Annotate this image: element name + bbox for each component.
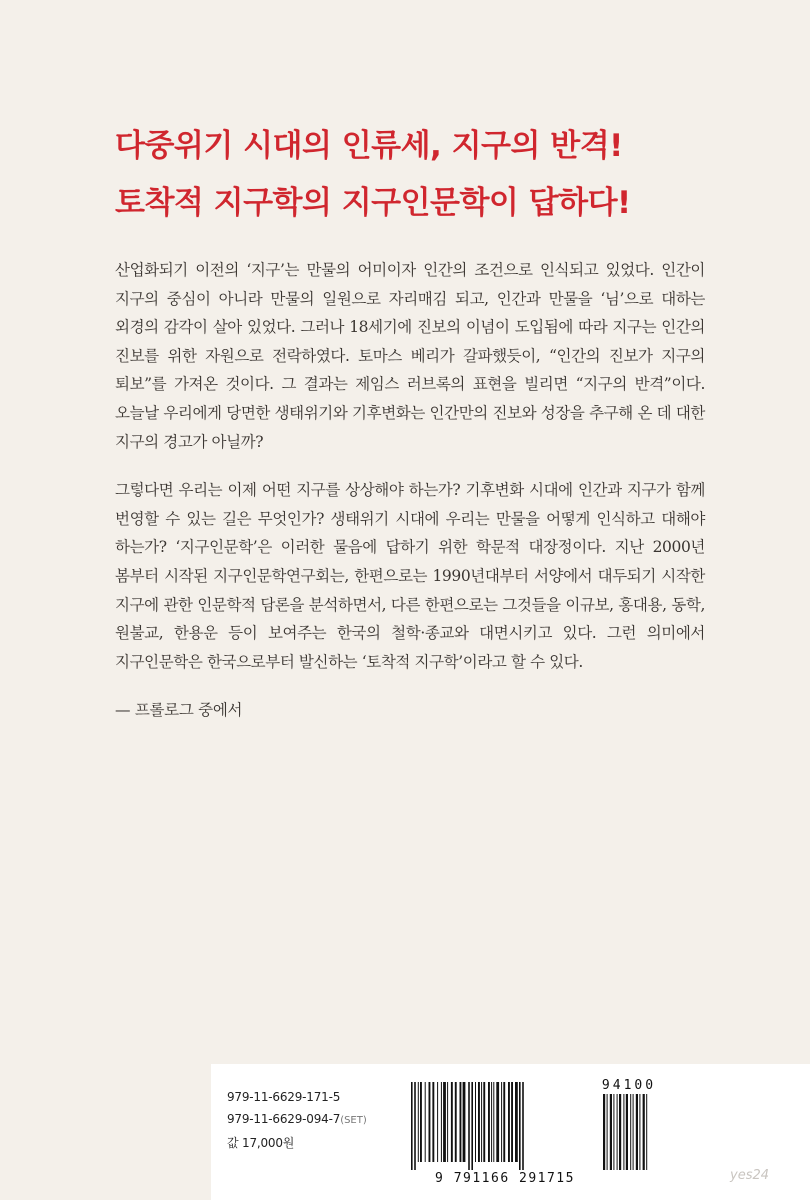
barcode-bar bbox=[443, 1082, 446, 1162]
barcode-bar bbox=[508, 1082, 510, 1162]
barcode-icon bbox=[407, 1078, 657, 1188]
barcode-box bbox=[211, 1064, 810, 1200]
paragraph-2: 그렇다면 우리는 이제 어떤 지구를 상상해야 하는가? 기후변화 시대에 인간과 지구가 함께 번영할 수 있는 길은 무엇인가? 생태위기 시대에 우리는 만물을 어떻게 인식하고 대해야 하는가? ‘지구인문학’은 이러한 물음에 답하기 위한 학문적 대장정이다. 지난 2000년 봄부터 시작된 지구인문학연구회는, 한편으로는 1990년대부터 서양에서 대두되기 시작한 지구에 관한 인문학적 담론을 분석하면서, 다른 한편으로는 그것들을 이규보, 홍대용, 동학, 원불교, 한용운 등이 보여주는 한국의 철학·종교와 대면시키고 있다. 그런 의미에서 지구인문학은 한국으로부터 발신하는 ‘토착적 지구학’이라고 할 수 있다. bbox=[115, 481, 705, 671]
isbn-set-label: (SET) bbox=[340, 1115, 367, 1126]
barcode-bar bbox=[481, 1082, 482, 1162]
barcode-bar bbox=[603, 1094, 605, 1170]
headline bbox=[115, 118, 735, 232]
barcode-bar bbox=[418, 1082, 419, 1162]
barcode-bar bbox=[511, 1082, 513, 1162]
barcode-bar bbox=[425, 1082, 426, 1162]
isbn-set-number: 979-11-6629-094-7 bbox=[227, 1112, 341, 1126]
barcode-bar bbox=[460, 1082, 462, 1162]
body-text bbox=[115, 256, 705, 724]
barcode-bar bbox=[619, 1094, 621, 1170]
barcode-bar bbox=[463, 1082, 466, 1162]
barcode-bar bbox=[493, 1082, 494, 1162]
barcode-bar bbox=[411, 1082, 413, 1170]
price: 값 17,000원 bbox=[227, 1136, 295, 1150]
barcode-addon-bars bbox=[603, 1094, 647, 1170]
paragraph-1: 산업화되기 이전의 ‘지구’는 만물의 어미이자 인간의 조건으로 인식되고 있었다. 인간이 지구의 중심이 아니라 만물의 일원으로 자리매김 되고, 인간과 만물을 ‘님’으로 대하는 외경의 감각이 살아 있었다. 그러나 18세기에 진보의 이념이 도입됨에 따라 지구는 인간의 진보를 위한 자원으로 전락하였다. 토마스 베리가 갈파했듯이, “인간의 진보가 지구의 퇴보”를 가져온 것이다. 그 결과는 제임스 러브록의 표현을 빌리면 “지구의 반격”이다. 오늘날 우리에게 당면한 생태위기와 기후변화는 인간만의 진보와 성장을 추구해 온 데 대한 지구의 경고가 아닐까? bbox=[115, 261, 705, 451]
barcode-bar bbox=[522, 1082, 524, 1170]
barcode-bar bbox=[626, 1094, 628, 1170]
barcode-bar bbox=[613, 1094, 614, 1170]
barcode-bar bbox=[519, 1082, 521, 1170]
isbn-main: 979-11-6629-171-5 bbox=[227, 1090, 341, 1104]
barcode-bar bbox=[447, 1082, 448, 1162]
barcode-bar bbox=[455, 1082, 457, 1162]
barcode-bar bbox=[429, 1082, 431, 1162]
barcode-bar bbox=[420, 1082, 422, 1162]
barcode-main-bars bbox=[411, 1082, 524, 1170]
barcode-addon-digits: 94100 bbox=[601, 1078, 657, 1093]
barcode-bar bbox=[478, 1082, 480, 1162]
quote-source: — 프롤로그 중에서 bbox=[115, 701, 243, 720]
barcode-bar bbox=[451, 1082, 453, 1162]
barcode-bar bbox=[610, 1094, 612, 1170]
headline-line-2: 토착적 지구학의 지구인문학이 답하다! bbox=[115, 185, 631, 221]
barcode-bar bbox=[471, 1082, 473, 1170]
barcode-bar bbox=[503, 1082, 505, 1162]
barcode-bar bbox=[488, 1082, 490, 1162]
barcode-bar bbox=[515, 1082, 518, 1162]
barcode-bar bbox=[491, 1082, 492, 1162]
barcode-bar bbox=[630, 1094, 631, 1170]
watermark-logo: yes24 bbox=[730, 1168, 770, 1183]
barcode-bar bbox=[501, 1082, 502, 1162]
barcode-bar bbox=[496, 1082, 499, 1162]
barcode-bar bbox=[643, 1094, 645, 1170]
barcode-bar bbox=[441, 1082, 442, 1162]
isbn-info bbox=[227, 1086, 367, 1154]
barcode-bar bbox=[607, 1094, 608, 1170]
barcode-bar bbox=[483, 1082, 485, 1162]
barcode-bar bbox=[646, 1094, 647, 1170]
headline-line-1: 다중위기 시대의 인류세, 지구의 반격! bbox=[115, 128, 623, 164]
isbn-set bbox=[227, 1108, 367, 1132]
barcode-bar bbox=[636, 1094, 638, 1170]
barcode-bar bbox=[414, 1082, 416, 1170]
barcode-bar bbox=[617, 1094, 618, 1170]
barcode-bar bbox=[639, 1094, 640, 1170]
barcode-bar bbox=[432, 1082, 434, 1162]
barcode-bar bbox=[437, 1082, 438, 1162]
barcode-digits: 9 791166 291715 bbox=[435, 1171, 575, 1186]
barcode-bar bbox=[475, 1082, 476, 1162]
barcode-bar bbox=[468, 1082, 470, 1170]
barcode-bar bbox=[633, 1094, 634, 1170]
barcode-bar bbox=[623, 1094, 624, 1170]
